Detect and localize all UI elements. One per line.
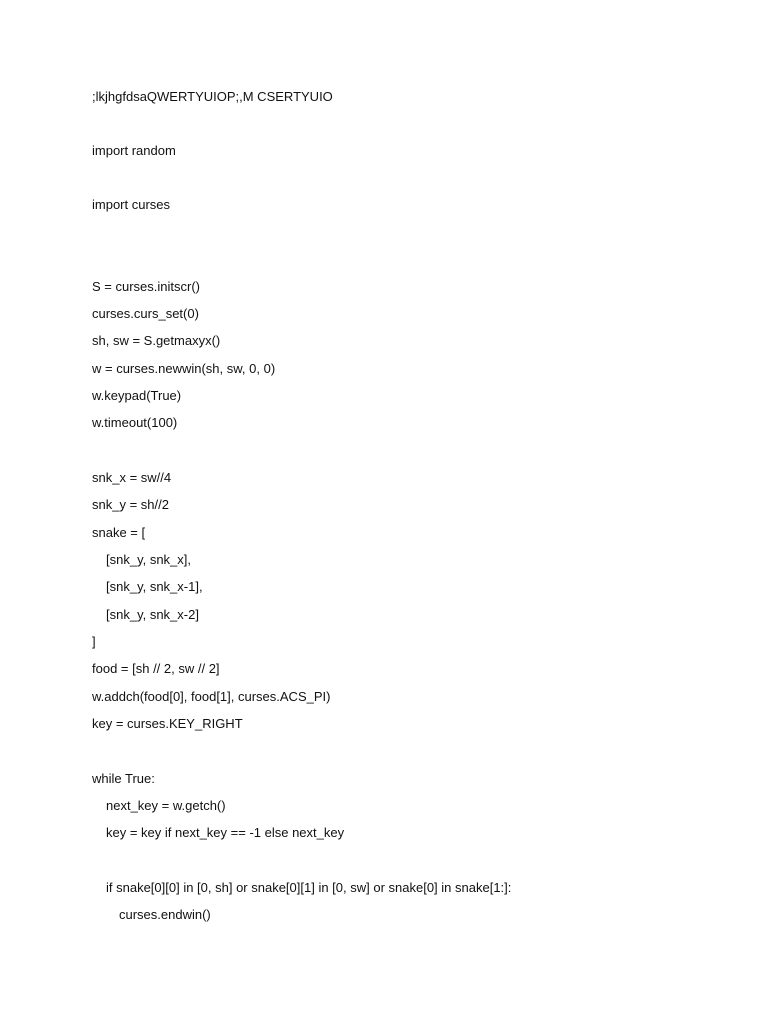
code-line: food = [sh // 2, sw // 2] [92,661,220,676]
code-line: while True: [92,771,155,786]
code-line: w = curses.newwin(sh, sw, 0, 0) [92,361,276,376]
code-line: key = curses.KEY_RIGHT [92,716,243,731]
code-line: [snk_y, snk_x-2] [106,607,199,622]
code-line: curses.curs_set(0) [92,306,199,321]
code-line: snk_y = sh//2 [92,497,169,512]
code-line: w.timeout(100) [92,415,178,430]
code-line: curses.endwin() [119,907,211,922]
code-line: snake = [ [92,525,146,540]
code-line: if snake[0][0] in [0, sh] or snake[0][1] in [0, sw] or snake[0] in snake[1:]: [106,880,512,895]
code-line: ] [92,634,96,649]
code-line: snk_x = sw//4 [92,470,172,485]
code-line: [snk_y, snk_x-1], [106,579,203,594]
code-line: sh, sw = S.getmaxyx() [92,333,221,348]
code-line: import curses [92,197,171,212]
code-line: [snk_y, snk_x], [106,552,192,567]
code-line: key = key if next_key == -1 else next_key [106,825,345,840]
code-line: import random [92,143,176,158]
code-line: w.keypad(True) [92,388,182,403]
code-line: next_key = w.getch() [106,798,226,813]
code-line: ;lkjhgfdsaQWERTYUIOP;,M CSERTYUIO [92,89,333,104]
code-line: S = curses.initscr() [92,279,200,294]
code-line: w.addch(food[0], food[1], curses.ACS_PI) [92,689,331,704]
